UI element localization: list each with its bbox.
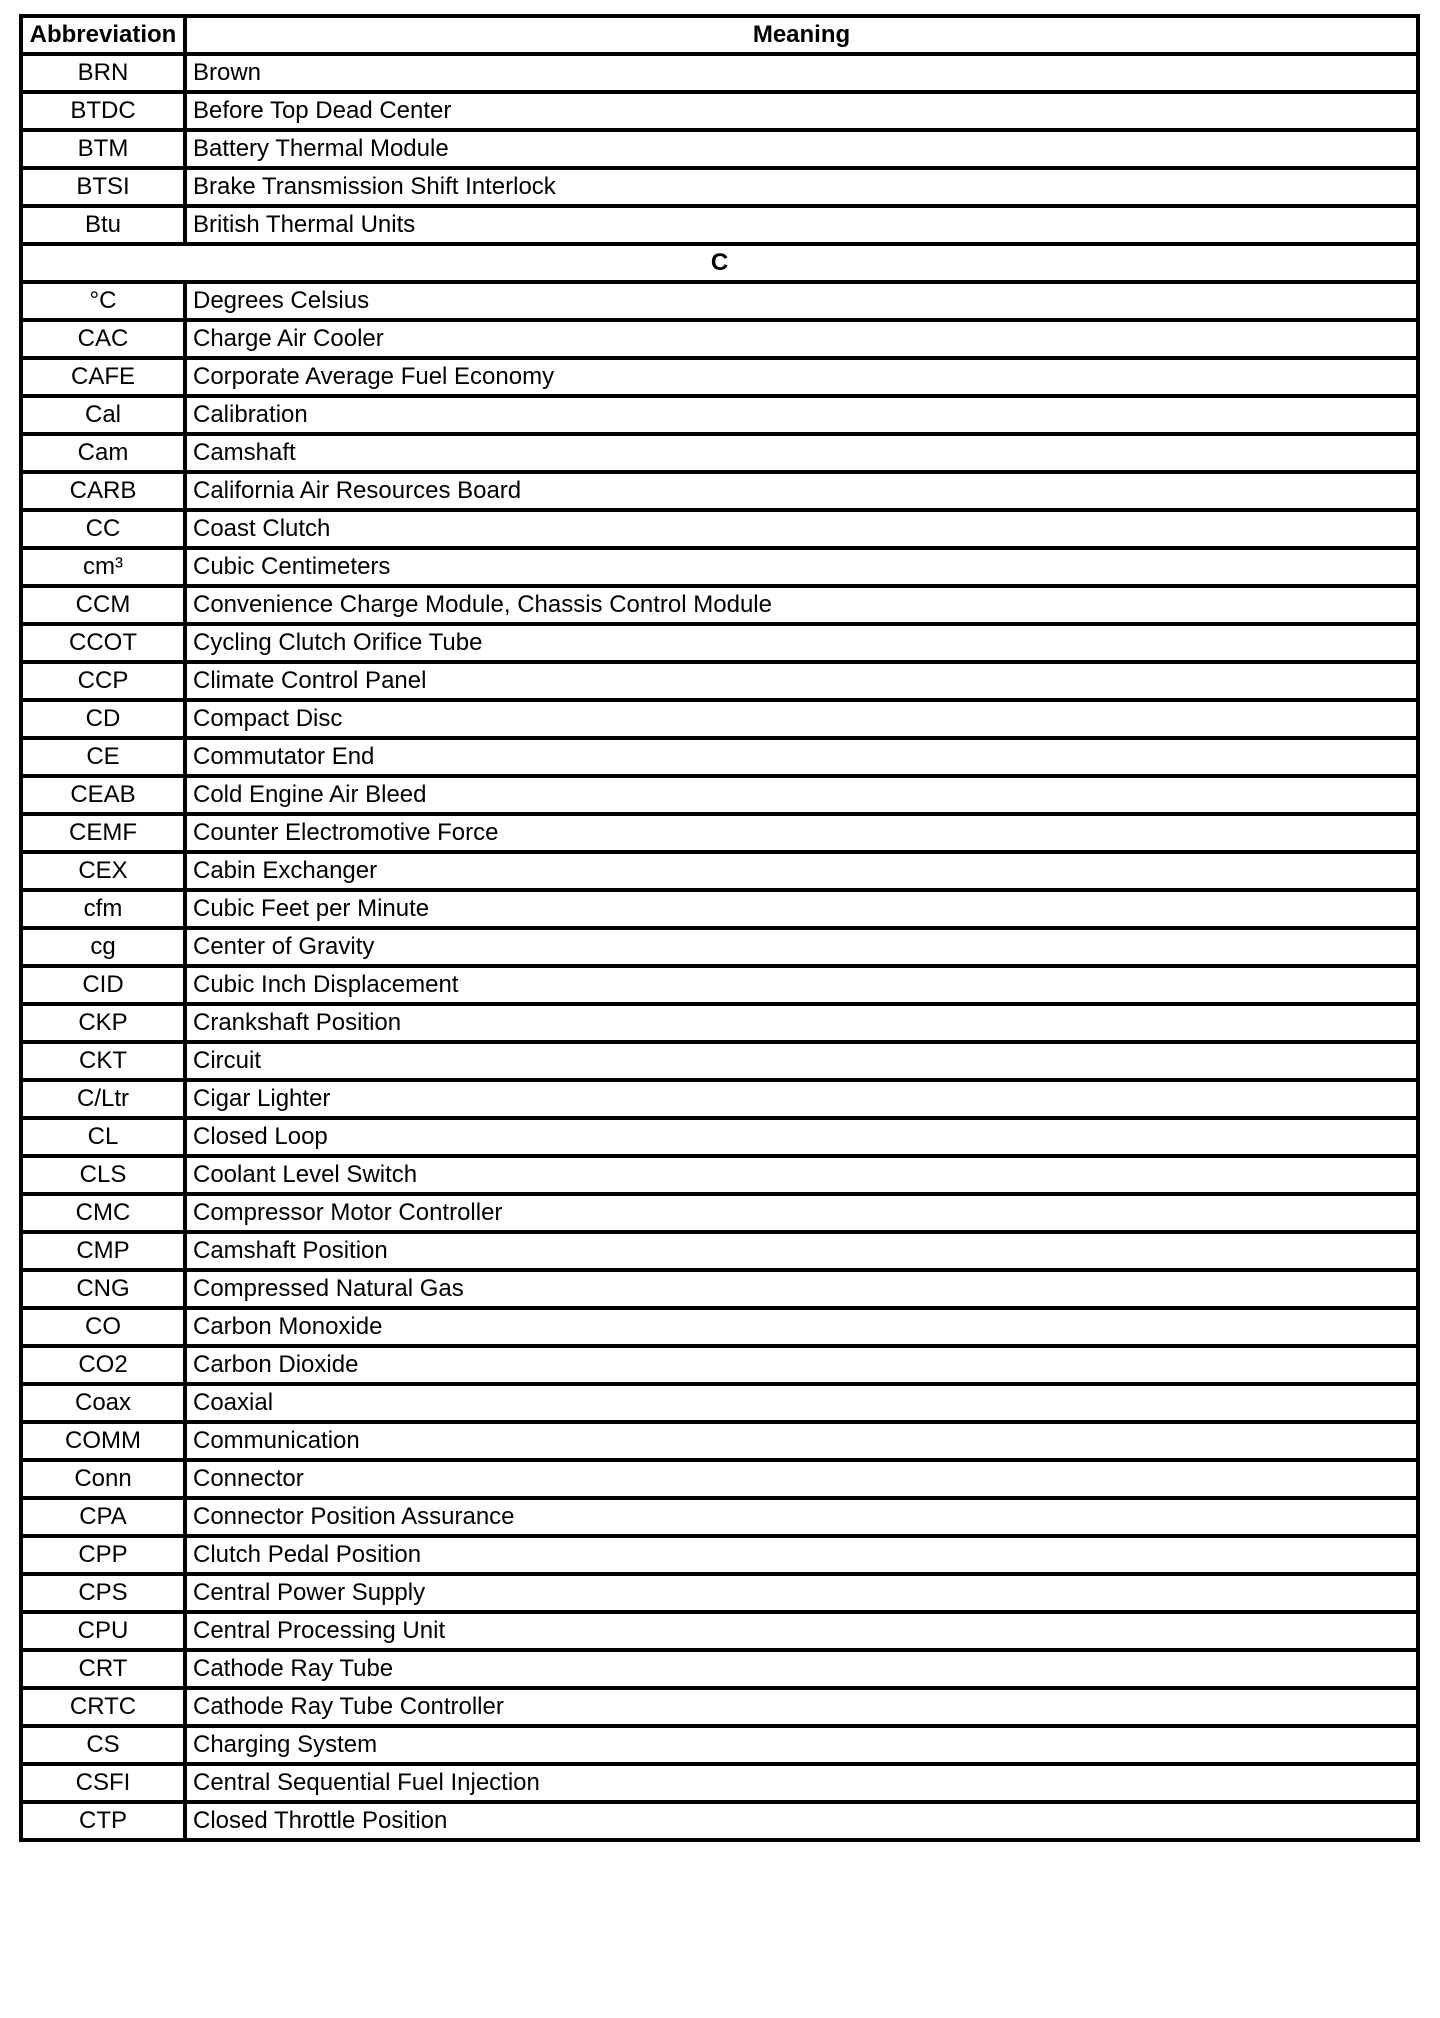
- table-row: [21, 1346, 1418, 1384]
- meaning-cell: Cabin Exchanger: [185, 852, 1418, 890]
- meaning-cell: Compressed Natural Gas: [185, 1270, 1418, 1308]
- header-meaning: Meaning: [185, 16, 1418, 54]
- table-row: [21, 1650, 1418, 1688]
- meaning-cell: Cubic Inch Displacement: [185, 966, 1418, 1004]
- meaning-cell: Closed Loop: [185, 1118, 1418, 1156]
- table-row: [21, 1460, 1418, 1498]
- table-row: [21, 776, 1418, 814]
- section-label: C: [21, 244, 1418, 282]
- abbreviation-cell: COMM: [21, 1422, 185, 1460]
- meaning-cell: Central Processing Unit: [185, 1612, 1418, 1650]
- table-row: [21, 1536, 1418, 1574]
- abbreviation-cell: cfm: [21, 890, 185, 928]
- meaning-cell: Charging System: [185, 1726, 1418, 1764]
- abbreviation-cell: CARB: [21, 472, 185, 510]
- meaning-cell: California Air Resources Board: [185, 472, 1418, 510]
- abbreviation-cell: CKP: [21, 1004, 185, 1042]
- abbreviation-cell: CKT: [21, 1042, 185, 1080]
- section-row: [21, 244, 1418, 282]
- abbreviation-cell: BRN: [21, 54, 185, 92]
- abbreviation-cell: CSFI: [21, 1764, 185, 1802]
- meaning-cell: Camshaft Position: [185, 1232, 1418, 1270]
- abbreviation-cell: CO: [21, 1308, 185, 1346]
- table-row: [21, 700, 1418, 738]
- table-row: [21, 358, 1418, 396]
- table-row: [21, 1232, 1418, 1270]
- meaning-cell: Connector Position Assurance: [185, 1498, 1418, 1536]
- table-row: [21, 662, 1418, 700]
- table-row: [21, 1080, 1418, 1118]
- table-row: [21, 966, 1418, 1004]
- table-row: [21, 1764, 1418, 1802]
- meaning-cell: Coast Clutch: [185, 510, 1418, 548]
- meaning-cell: Charge Air Cooler: [185, 320, 1418, 358]
- meaning-cell: Circuit: [185, 1042, 1418, 1080]
- abbreviation-cell: CEMF: [21, 814, 185, 852]
- meaning-cell: Before Top Dead Center: [185, 92, 1418, 130]
- abbreviation-cell: CAC: [21, 320, 185, 358]
- table-row: [21, 282, 1418, 320]
- abbreviation-table: [19, 14, 1420, 1842]
- table-row: [21, 586, 1418, 624]
- abbreviation-cell: CPU: [21, 1612, 185, 1650]
- table-row: [21, 396, 1418, 434]
- abbreviation-cell: Cal: [21, 396, 185, 434]
- table-row: [21, 206, 1418, 244]
- table-row: [21, 1004, 1418, 1042]
- meaning-cell: Cold Engine Air Bleed: [185, 776, 1418, 814]
- abbreviation-cell: CPP: [21, 1536, 185, 1574]
- abbreviation-cell: CTP: [21, 1802, 185, 1840]
- meaning-cell: Connector: [185, 1460, 1418, 1498]
- abbreviation-cell: CCOT: [21, 624, 185, 662]
- meaning-cell: Convenience Charge Module, Chassis Control Module: [185, 586, 1418, 624]
- table-row: [21, 1802, 1418, 1840]
- abbreviation-cell: BTDC: [21, 92, 185, 130]
- meaning-cell: Central Power Supply: [185, 1574, 1418, 1612]
- meaning-cell: Cubic Feet per Minute: [185, 890, 1418, 928]
- table-row: [21, 814, 1418, 852]
- meaning-cell: Climate Control Panel: [185, 662, 1418, 700]
- abbreviation-cell: CCP: [21, 662, 185, 700]
- meaning-cell: Crankshaft Position: [185, 1004, 1418, 1042]
- meaning-cell: Compressor Motor Controller: [185, 1194, 1418, 1232]
- abbreviation-table-container: [19, 14, 1420, 1842]
- meaning-cell: Cathode Ray Tube: [185, 1650, 1418, 1688]
- abbreviation-cell: BTM: [21, 130, 185, 168]
- table-row: [21, 92, 1418, 130]
- meaning-cell: Calibration: [185, 396, 1418, 434]
- abbreviation-cell: cg: [21, 928, 185, 966]
- meaning-cell: British Thermal Units: [185, 206, 1418, 244]
- table-row: [21, 928, 1418, 966]
- table-row: [21, 510, 1418, 548]
- meaning-cell: Counter Electromotive Force: [185, 814, 1418, 852]
- table-row: [21, 852, 1418, 890]
- meaning-cell: Closed Throttle Position: [185, 1802, 1418, 1840]
- table-row: [21, 130, 1418, 168]
- table-row: [21, 320, 1418, 358]
- abbreviation-cell: CC: [21, 510, 185, 548]
- abbreviation-cell: CNG: [21, 1270, 185, 1308]
- abbreviation-cell: CEAB: [21, 776, 185, 814]
- header-abbreviation: Abbreviation: [21, 16, 185, 54]
- abbreviation-cell: Cam: [21, 434, 185, 472]
- meaning-cell: Cubic Centimeters: [185, 548, 1418, 586]
- abbreviation-cell: BTSI: [21, 168, 185, 206]
- meaning-cell: Carbon Dioxide: [185, 1346, 1418, 1384]
- abbreviation-cell: CD: [21, 700, 185, 738]
- table-row: [21, 1726, 1418, 1764]
- meaning-cell: Clutch Pedal Position: [185, 1536, 1418, 1574]
- table-row: [21, 1194, 1418, 1232]
- table-section: [21, 244, 1418, 282]
- table-row: [21, 1042, 1418, 1080]
- abbreviation-cell: CO2: [21, 1346, 185, 1384]
- abbreviation-cell: CLS: [21, 1156, 185, 1194]
- meaning-cell: Center of Gravity: [185, 928, 1418, 966]
- abbreviation-cell: CPA: [21, 1498, 185, 1536]
- table-row: [21, 434, 1418, 472]
- meaning-cell: Degrees Celsius: [185, 282, 1418, 320]
- meaning-cell: Coaxial: [185, 1384, 1418, 1422]
- table-row: [21, 548, 1418, 586]
- table-row: [21, 1118, 1418, 1156]
- meaning-cell: Central Sequential Fuel Injection: [185, 1764, 1418, 1802]
- meaning-cell: Corporate Average Fuel Economy: [185, 358, 1418, 396]
- abbreviation-cell: CRTC: [21, 1688, 185, 1726]
- table-row: [21, 1308, 1418, 1346]
- table-row: [21, 1384, 1418, 1422]
- table-header-row: [21, 16, 1418, 54]
- meaning-cell: Brown: [185, 54, 1418, 92]
- meaning-cell: Battery Thermal Module: [185, 130, 1418, 168]
- meaning-cell: Brake Transmission Shift Interlock: [185, 168, 1418, 206]
- meaning-cell: Communication: [185, 1422, 1418, 1460]
- table-body-after-section: [21, 282, 1418, 1840]
- table-row: [21, 1422, 1418, 1460]
- abbreviation-cell: Coax: [21, 1384, 185, 1422]
- abbreviation-cell: CAFE: [21, 358, 185, 396]
- abbreviation-cell: CEX: [21, 852, 185, 890]
- abbreviation-cell: CCM: [21, 586, 185, 624]
- abbreviation-cell: CS: [21, 1726, 185, 1764]
- table-row: [21, 1612, 1418, 1650]
- table-row: [21, 168, 1418, 206]
- meaning-cell: Carbon Monoxide: [185, 1308, 1418, 1346]
- abbreviation-cell: CE: [21, 738, 185, 776]
- abbreviation-cell: Conn: [21, 1460, 185, 1498]
- table-row: [21, 1688, 1418, 1726]
- meaning-cell: Cigar Lighter: [185, 1080, 1418, 1118]
- table-row: [21, 890, 1418, 928]
- table-row: [21, 54, 1418, 92]
- table-row: [21, 1156, 1418, 1194]
- meaning-cell: Cycling Clutch Orifice Tube: [185, 624, 1418, 662]
- meaning-cell: Camshaft: [185, 434, 1418, 472]
- meaning-cell: Commutator End: [185, 738, 1418, 776]
- abbreviation-cell: CMP: [21, 1232, 185, 1270]
- table-body-before-section: [21, 54, 1418, 244]
- table-row: [21, 472, 1418, 510]
- abbreviation-cell: CL: [21, 1118, 185, 1156]
- table-row: [21, 738, 1418, 776]
- table-row: [21, 1574, 1418, 1612]
- abbreviation-cell: cm³: [21, 548, 185, 586]
- meaning-cell: Coolant Level Switch: [185, 1156, 1418, 1194]
- table-row: [21, 1270, 1418, 1308]
- abbreviation-cell: CID: [21, 966, 185, 1004]
- table-row: [21, 624, 1418, 662]
- abbreviation-cell: Btu: [21, 206, 185, 244]
- abbreviation-cell: CPS: [21, 1574, 185, 1612]
- abbreviation-cell: °C: [21, 282, 185, 320]
- abbreviation-cell: C/Ltr: [21, 1080, 185, 1118]
- meaning-cell: Cathode Ray Tube Controller: [185, 1688, 1418, 1726]
- table-row: [21, 1498, 1418, 1536]
- abbreviation-cell: CRT: [21, 1650, 185, 1688]
- abbreviation-cell: CMC: [21, 1194, 185, 1232]
- meaning-cell: Compact Disc: [185, 700, 1418, 738]
